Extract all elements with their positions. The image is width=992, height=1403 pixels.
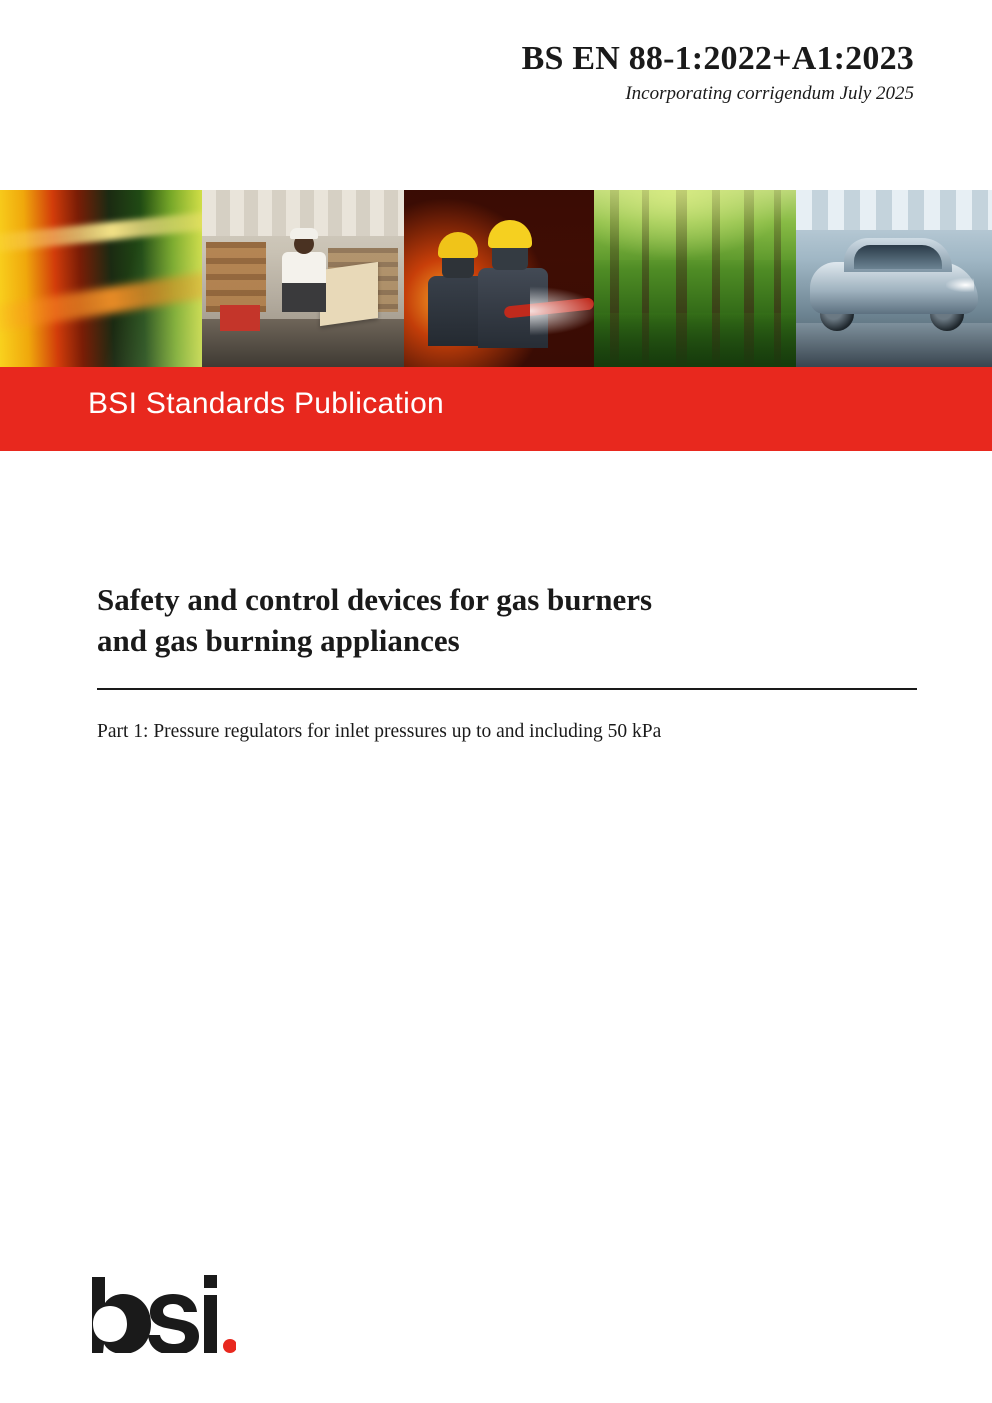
bsi-logo (86, 1273, 236, 1353)
forest-canopy-shape (594, 190, 796, 260)
corrigendum-note: Incorporating corrigendum July 2025 (625, 83, 914, 105)
forest-floor-shape (594, 313, 796, 367)
warehouse-worker-cap-shape (290, 228, 318, 239)
firefighter-two-helmet-shape (488, 220, 532, 248)
firefighter-one-helmet-shape (438, 232, 478, 258)
document-title-line-2: and gas burning appliances (97, 622, 460, 658)
standard-number: BS EN 88-1:2022+A1:2023 (521, 40, 914, 77)
water-spray-shape (530, 286, 594, 336)
firefighters-image (404, 190, 594, 367)
standards-publication-banner (0, 367, 992, 451)
car-headlight-shape (946, 278, 974, 292)
warehouse-worker-image (202, 190, 404, 367)
title-divider (97, 688, 917, 690)
warehouse-crate-shape (220, 305, 260, 331)
bsi-logo-mark (86, 1273, 236, 1353)
factory-ceiling-shape (796, 190, 992, 230)
document-title-line-1: Safety and control devices for gas burners (97, 582, 653, 617)
night-traffic-light-trails-image (0, 190, 202, 367)
warehouse-shelf-shape (206, 242, 266, 312)
banner-label: BSI Standards Publication (88, 387, 445, 420)
cover-image-strip (0, 190, 992, 367)
factory-floor-shape (796, 323, 992, 367)
warehouse-worker-body-shape (282, 252, 326, 312)
bsi-logo-dot (223, 1339, 236, 1353)
document-header (522, 40, 914, 105)
title-block (97, 580, 917, 745)
warehouse-box-shape (320, 262, 378, 326)
document-subtitle: Part 1: Pressure regulators for inlet pressures up to and including 50 kPa (97, 720, 662, 742)
forest-image (594, 190, 796, 367)
car-window-shape (854, 245, 942, 269)
car-manufacturing-image (796, 190, 992, 367)
